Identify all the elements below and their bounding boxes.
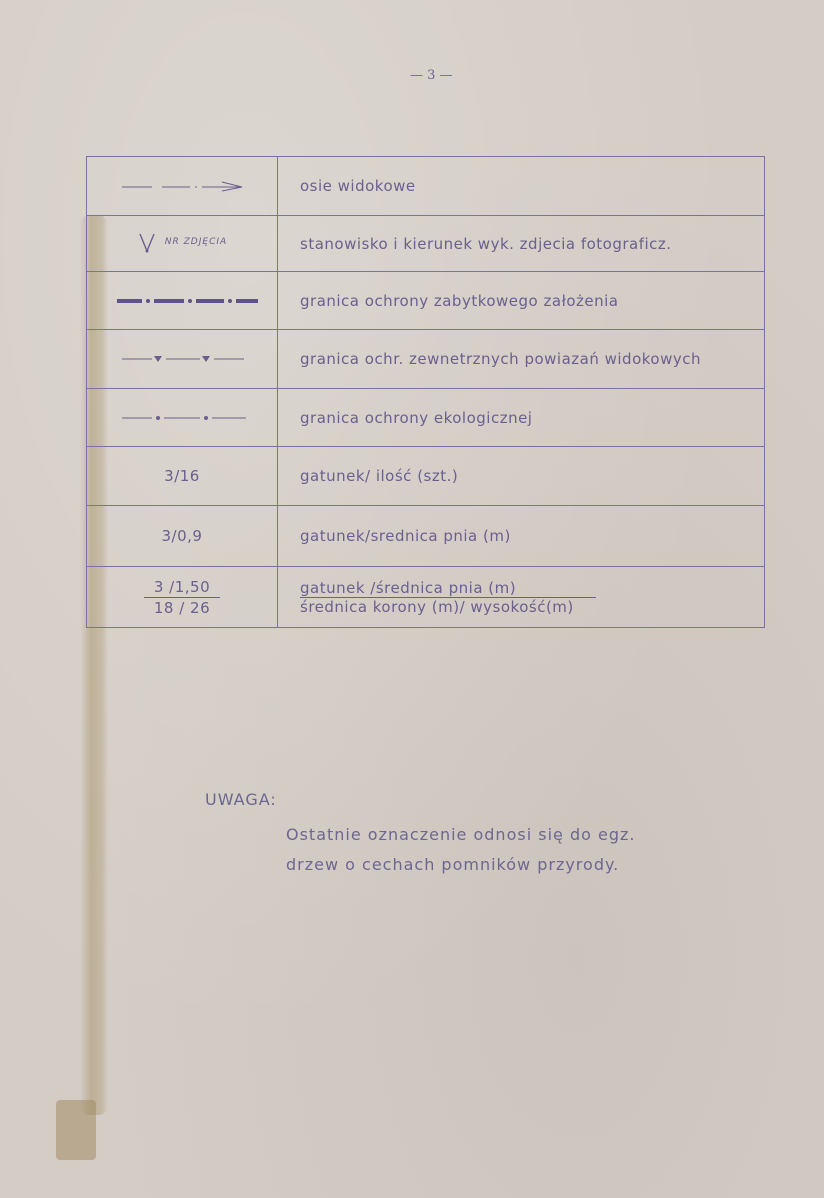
legend-row: [87, 272, 765, 330]
legend-symbol-cell: [87, 567, 278, 628]
legend-row: [87, 567, 765, 628]
legend-symbol-cell: [87, 389, 278, 447]
legend-row: [87, 157, 765, 216]
legend-symbol-cell: [87, 157, 278, 216]
legend-description: [278, 567, 765, 628]
legend-description: gatunek/ ilość (szt.): [278, 447, 765, 506]
legend-row: [87, 506, 765, 567]
description-fraction: [300, 579, 764, 616]
legend-symbol-cell: 3/0,9: [87, 506, 278, 567]
legend-row: [87, 447, 765, 506]
legend-symbol-cell: [87, 216, 278, 272]
description-fraction-bottom: średnica korony (m)/ wysokość(m): [300, 597, 574, 616]
symbol-fraction-bottom: 18 / 26: [153, 598, 211, 617]
note-line-1: Ostatnie oznaczenie odnosi się do egz.: [286, 825, 636, 844]
photo-number-label: NR ZDJĘCIA: [164, 236, 228, 247]
legend-description: granica ochrony zabytkowego założenia: [278, 272, 765, 330]
description-fraction-top: gatunek /średnica pnia (m): [300, 579, 596, 598]
heritage-boundary-line-icon: [102, 295, 262, 307]
note-line-2: drzew o cechach pomników przyrody.: [286, 855, 620, 874]
paper-stain-corner: [56, 1100, 96, 1160]
note-title: UWAGA:: [205, 790, 277, 809]
legend-description: granica ochr. zewnetrznych powiazań widokowych: [278, 330, 765, 389]
legend-symbol-cell: [87, 272, 278, 330]
view-link-boundary-line-icon: [112, 353, 252, 365]
symbol-fraction: [144, 577, 220, 618]
ecological-boundary-line-icon: [112, 412, 252, 424]
photo-station-icon: [137, 230, 157, 254]
legend-symbol-cell: 3/16: [87, 447, 278, 506]
legend-description: granica ochrony ekologicznej: [278, 389, 765, 447]
legend-row: [87, 216, 765, 272]
note-text: [286, 820, 756, 880]
view-axis-arrow-icon: [112, 179, 252, 193]
legend-symbol-cell: [87, 330, 278, 389]
legend-description: gatunek/srednica pnia (m): [278, 506, 765, 567]
legend-description: osie widokowe: [278, 157, 765, 216]
page-number: — 3 —: [410, 68, 453, 83]
legend-row: [87, 389, 765, 447]
legend-table: [86, 156, 765, 628]
symbol-fraction-top: 3 /1,50: [144, 577, 220, 598]
legend-description: stanowisko i kierunek wyk. zdjecia fotograficz.: [278, 216, 765, 272]
legend-row: [87, 330, 765, 389]
